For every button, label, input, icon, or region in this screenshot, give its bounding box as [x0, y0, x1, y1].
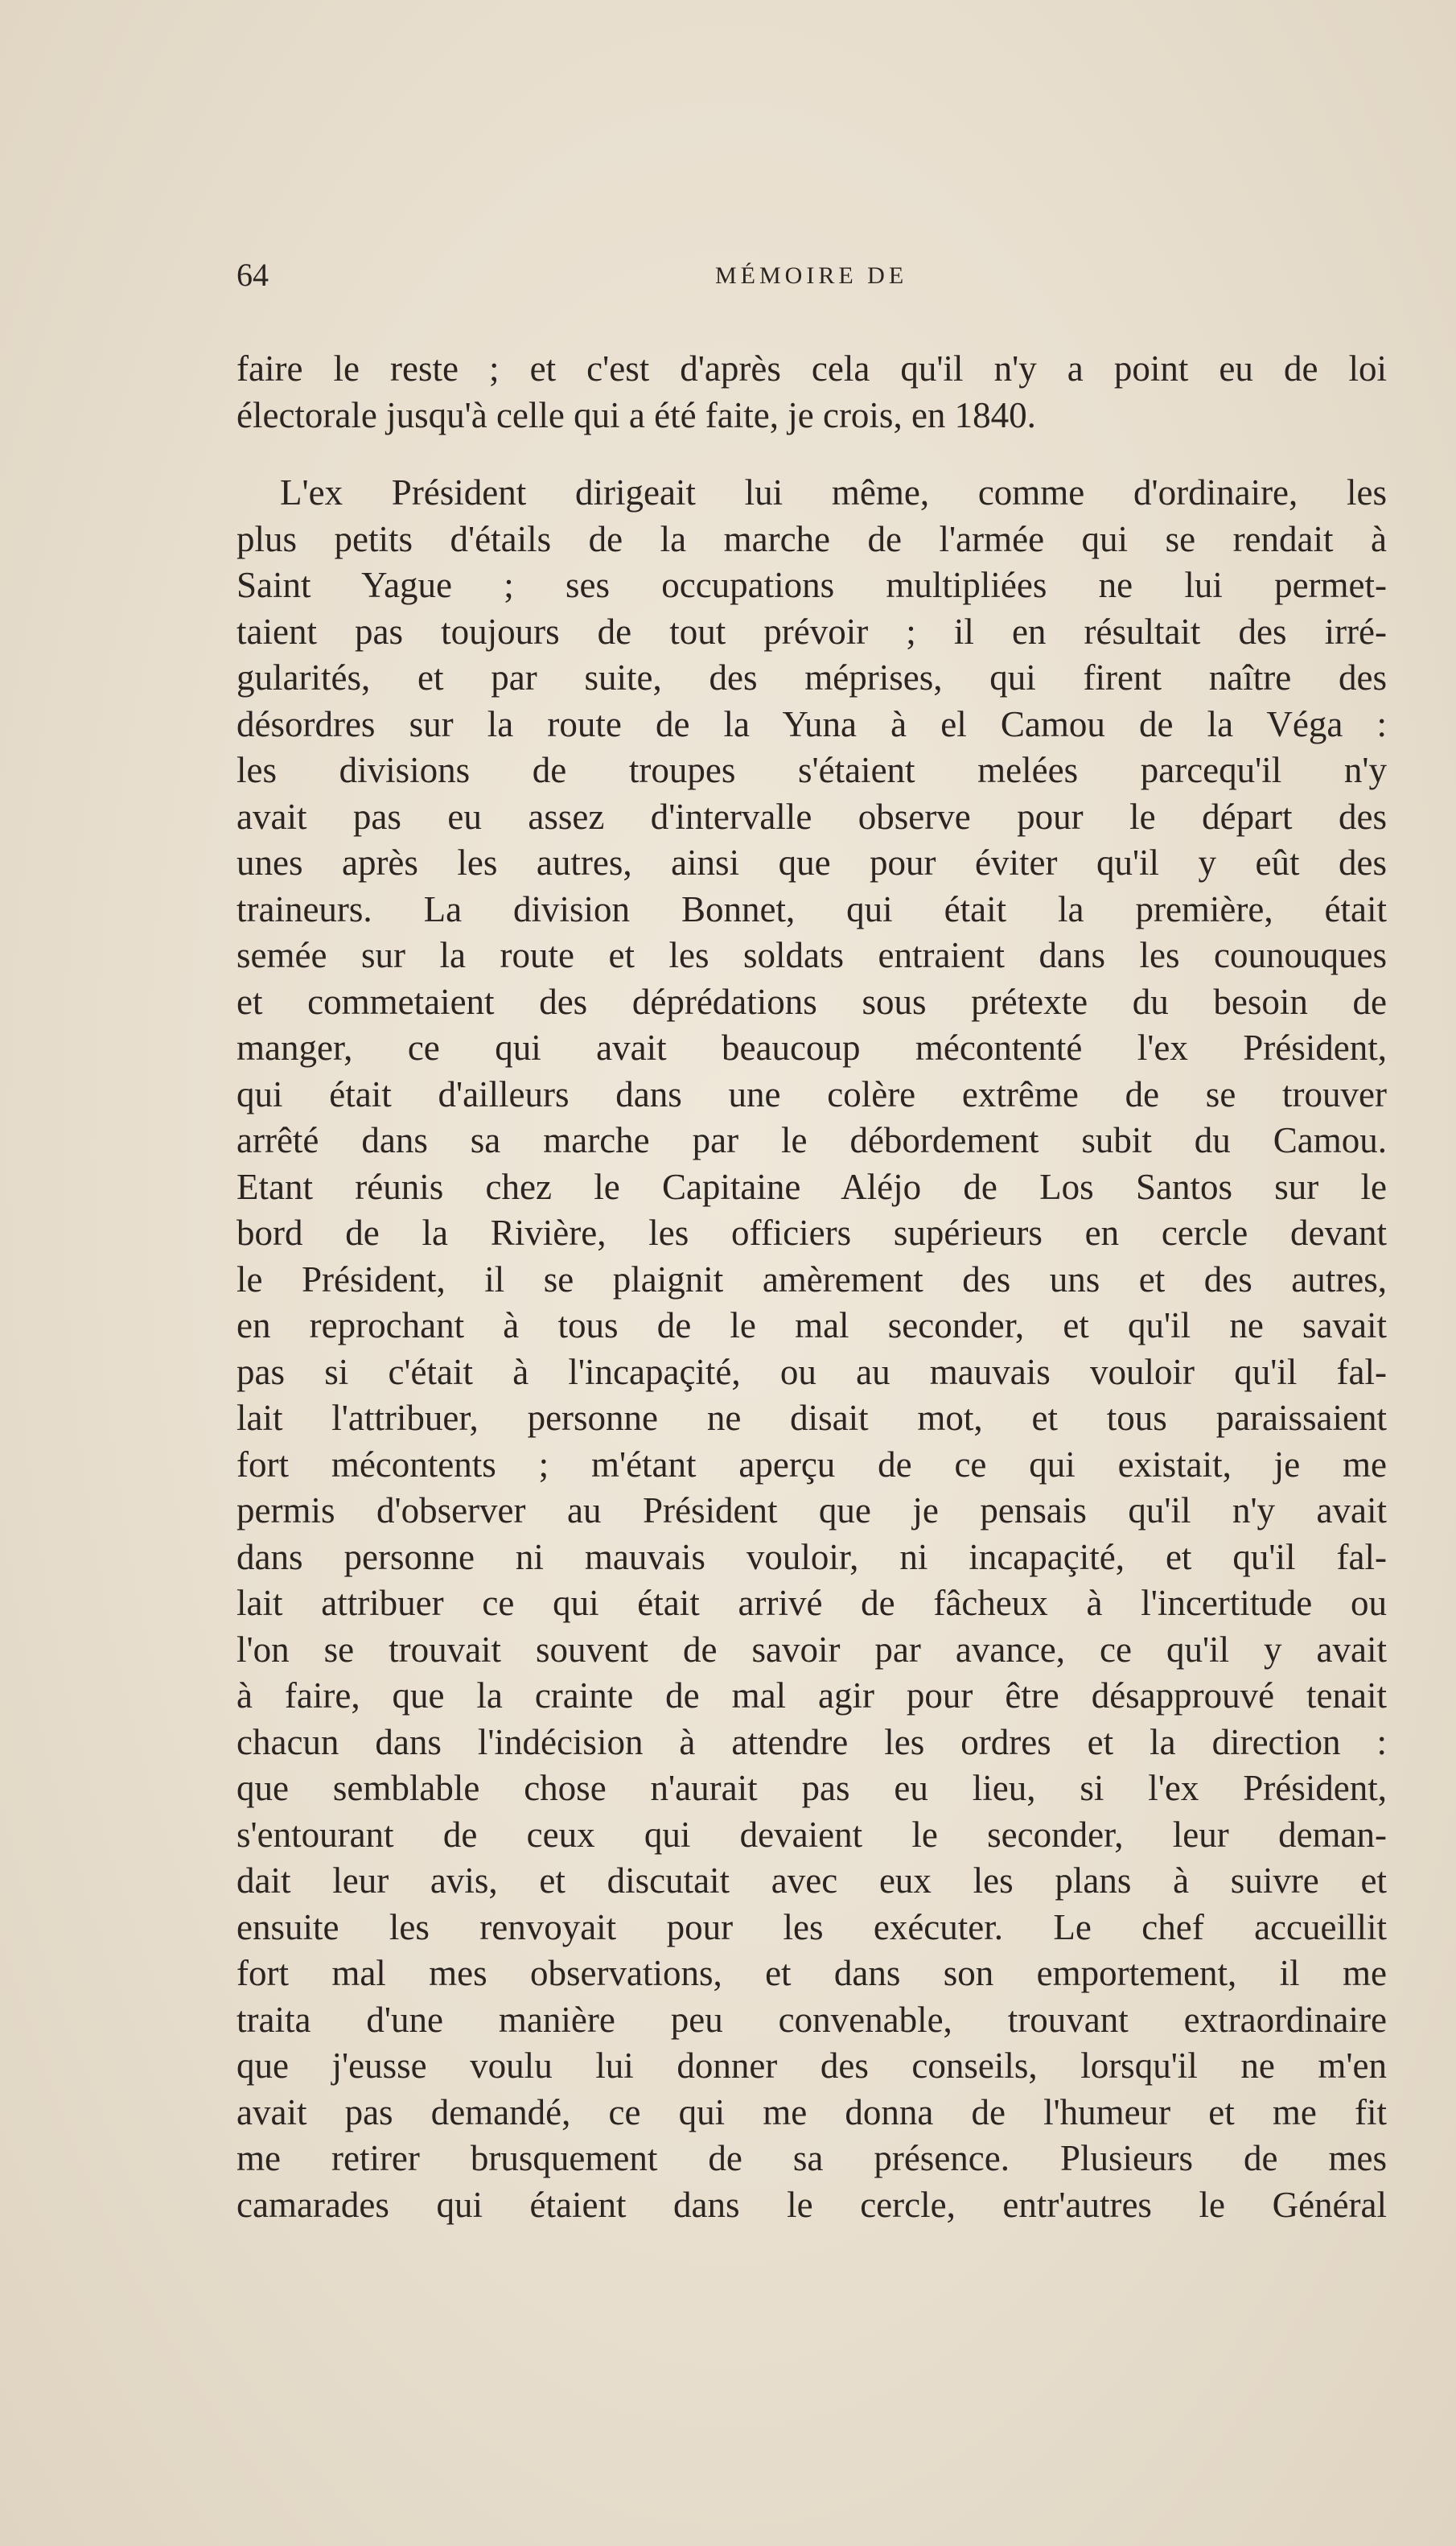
text-line: en reprochant à tous de le mal seconder, et qu'il ne savait [236, 1305, 1387, 1345]
running-title: MÉMOIRE DE [715, 262, 908, 289]
text-line: chacun dans l'indécision à attendre les ordres et la direction : [236, 1721, 1387, 1762]
text-line: plus petits d'étails de la marche de l'armée qui se rendait à [236, 518, 1387, 559]
text-line: dait leur avis, et discutait avec eux les plans à suivre et [236, 1860, 1387, 1901]
text-line: ensuite les renvoyait pour les exécuter. Le chef accueillit [236, 1906, 1387, 1947]
text-line: le Président, il se plaignit amèrement des uns et des autres, [236, 1259, 1387, 1300]
page-number: 64 [236, 257, 269, 293]
text-line: manger, ce qui avait beaucoup mécontenté l'ex Président, [236, 1028, 1387, 1068]
paragraph-2 [236, 470, 1387, 2228]
text-line: lait l'attribuer, personne ne disait mot, et tous paraissaient [236, 1398, 1387, 1438]
body-text [236, 346, 1387, 2228]
text-line: électorale jusqu'à celle qui a été faite, je crois, en 1840. [236, 394, 1036, 435]
text-line: l'on se trouvait souvent de savoir par avance, ce qu'il y avait [236, 1629, 1387, 1670]
text-line: semée sur la route et les soldats entraient dans les counouques [236, 935, 1387, 975]
text-line: pas si c'était à l'incapaçité, ou au mauvais vouloir qu'il fal- [236, 1351, 1387, 1392]
text-line: traineurs. La division Bonnet, qui était la première, était [236, 888, 1387, 929]
text-line: lait attribuer ce qui était arrivé de fâcheux à l'incertitude ou [236, 1583, 1387, 1623]
text-line: qui était d'ailleurs dans une colère extrême de se trouver [236, 1073, 1387, 1114]
text-line: unes après les autres, ainsi que pour éviter qu'il y eût des [236, 842, 1387, 883]
text-line: arrêté dans sa marche par le débordement subit du Camou. [236, 1120, 1387, 1160]
text-line: traita d'une manière peu convenable, trouvant extraordinaire [236, 1999, 1387, 2040]
text-line: gularités, et par suite, des méprises, qui firent naître des [236, 657, 1387, 698]
text-line: L'ex Président dirigeait lui même, comme d'ordinaire, les [280, 472, 1387, 513]
text-line: les divisions de troupes s'étaient melées parcequ'il n'y [236, 750, 1387, 790]
text-line: à faire, que la crainte de mal agir pour être désapprouvé tenait [236, 1675, 1387, 1716]
text-line: désordres sur la route de la Yuna à el Camou de la Véga : [236, 703, 1387, 744]
text-line: que j'eusse voulu lui donner des conseils, lorsqu'il ne m'en [236, 2045, 1387, 2086]
text-line: dans personne ni mauvais vouloir, ni incapaçité, et qu'il fal- [236, 1536, 1387, 1577]
text-line: me retirer brusquement de sa présence. Plusieurs de mes [236, 2138, 1387, 2178]
text-line: faire le reste ; et c'est d'après cela qu'il n'y a point eu de loi [236, 348, 1387, 389]
text-line: Etant réunis chez le Capitaine Aléjo de Los Santos sur le [236, 1166, 1387, 1207]
text-line: fort mécontents ; m'étant aperçu de ce qui existait, je me [236, 1444, 1387, 1485]
text-line: Saint Yague ; ses occupations multipliées ne lui permet- [236, 565, 1387, 605]
text-line: avait pas demandé, ce qui me donna de l'humeur et me fit [236, 2091, 1387, 2132]
text-line: et commetaient des déprédations sous prétexte du besoin de [236, 981, 1387, 1022]
text-line: fort mal mes observations, et dans son emportement, il me [236, 1953, 1387, 1993]
text-line: bord de la Rivière, les officiers supérieurs en cercle devant [236, 1213, 1387, 1253]
paragraph-1 [236, 346, 1387, 439]
page-header [236, 256, 1395, 304]
text-line: camarades qui étaient dans le cercle, entr'autres le Général [236, 2184, 1387, 2225]
text-line: s'entourant de ceux qui devaient le seconder, leur deman- [236, 1814, 1387, 1855]
text-line: permis d'observer au Président que je pensais qu'il n'y avait [236, 1490, 1387, 1530]
text-line: avait pas eu assez d'intervalle observe pour le départ des [236, 796, 1387, 837]
text-line: taient pas toujours de tout prévoir ; il en résultait des irré- [236, 611, 1387, 652]
text-line: que semblable chose n'aurait pas eu lieu, si l'ex Président, [236, 1768, 1387, 1808]
